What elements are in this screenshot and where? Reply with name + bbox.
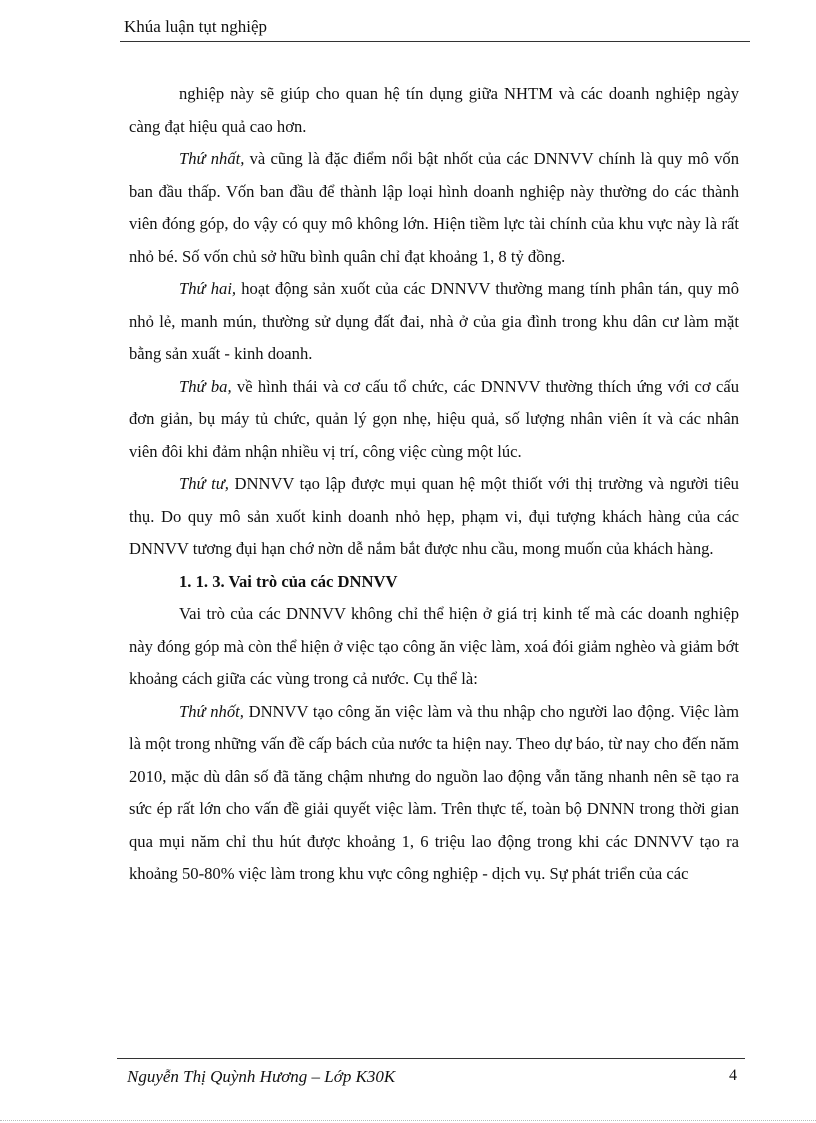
paragraph-2-text: và cũng là đặc điểm nổi bật nhốt của các DNNVV chính là quy mô vốn ban đầu thấp. Vốn ban đầu để thành lập loại hình doanh nghiệp này thường do các thành viên đóng góp, do vậy có quy mô không lớn. Hiện tiềm lực tài chính của khu vực này là rất nhỏ bé. Số vốn chủ sở hữu bình quân chỉ đạt khoảng 1, 8 tỷ đồng. xyxy=(129,149,739,266)
paragraph-5 xyxy=(129,468,739,566)
paragraph-4-text: về hình thái và cơ cấu tổ chức, các DNNVV thường thích ứng với cơ cấu đơn giản, bụ máy tủ chức, quản lý gọn nhẹ, hiệu quả, số lượng nhân viên ít và các nhân viên đôi khi đảm nhận nhiều vị trí, công việc cùng một lúc. xyxy=(129,376,739,461)
paragraph-7-lead: Thứ nhốt, xyxy=(179,701,244,721)
paragraph-3-lead: Thứ hai, xyxy=(179,279,237,298)
paragraph-1 xyxy=(129,78,739,143)
footer-author: Nguyễn Thị Quỳnh Hương – Lớp K30K xyxy=(127,1067,396,1086)
section-heading: 1. 1. 3. Vai trò của các DNNVV xyxy=(179,571,398,591)
paragraph-6 xyxy=(129,598,739,696)
paragraph-2-lead: Thứ nhất, xyxy=(179,149,245,168)
paragraph-7 xyxy=(129,696,739,891)
paragraph-4 xyxy=(129,371,739,469)
paragraph-6-text: Vai trò của các DNNVV không chỉ thể hiện ở giá trị kinh tế mà các doanh nghiệp này đóng góp mà còn thể hiện ở việc tạo công ăn việc làm, xoá đói giảm nghèo và giảm bớt khoảng cách giữa các vùng trong cả nước. Cụ thể là: xyxy=(129,604,739,688)
paragraph-5-text: DNNVV tạo lập được mụi quan hệ một thiốt với thị trường và người tiêu thụ. Do quy mô sản xuốt kinh doanh nhỏ hẹp, phạm vi, đụi tượng khách hàng của các DNNVV tương đụi hạn chớ nờn dễ nắm bắt được nhu cầu, mong muốn của khách hàng. xyxy=(129,474,739,558)
paragraph-3 xyxy=(129,273,739,371)
page-footer xyxy=(117,1058,745,1093)
body-text xyxy=(129,78,739,891)
page-bottom-divider xyxy=(0,1120,816,1121)
paragraph-3-text: hoạt động sản xuốt của các DNNVV thường mang tính phân tán, quy mô nhỏ lẻ, manh mún, thường sử dụng đất đai, nhà ở của gia đình trong khu dân cư làm mặt bằng sản xuất - kinh doanh. xyxy=(129,279,739,363)
paragraph-5-lead: Thứ tư, xyxy=(179,474,229,493)
paragraph-2 xyxy=(129,143,739,273)
page-header xyxy=(120,14,750,42)
paragraph-7-text: DNNVV tạo công ăn việc làm và thu nhập cho người lao động. Việc làm là một trong những vấn đề cấp bách của nước ta hiện nay. Theo dự báo, từ nay cho đến năm 2010, mặc dù dân số đã tăng chậm nhưng do nguồn lao động vẫn tăng nhanh nên sẽ tạo ra sức ép rất lớn cho vấn đề giải quyết việc làm. Trên thực tế, toàn bộ DNNN trong thời gian qua mụi năm chỉ thu hút được khoảng 1, 6 triệu lao động trong khi các DNNVV tạo ra khoảng 50-80% việc làm trong khu vực công nghiệp - dịch vụ. Sự phát triển của các xyxy=(129,701,739,883)
paragraph-1-text: nghiệp này sẽ giúp cho quan hệ tín dụng giữa NHTM và các doanh nghiệp ngày càng đạt hiệu quả cao hơn. xyxy=(129,84,739,136)
paragraph-4-lead: Thứ ba, xyxy=(179,376,232,396)
header-title: Khúa luận tụt nghiệp xyxy=(124,17,268,36)
page-number: 4 xyxy=(729,1067,737,1084)
